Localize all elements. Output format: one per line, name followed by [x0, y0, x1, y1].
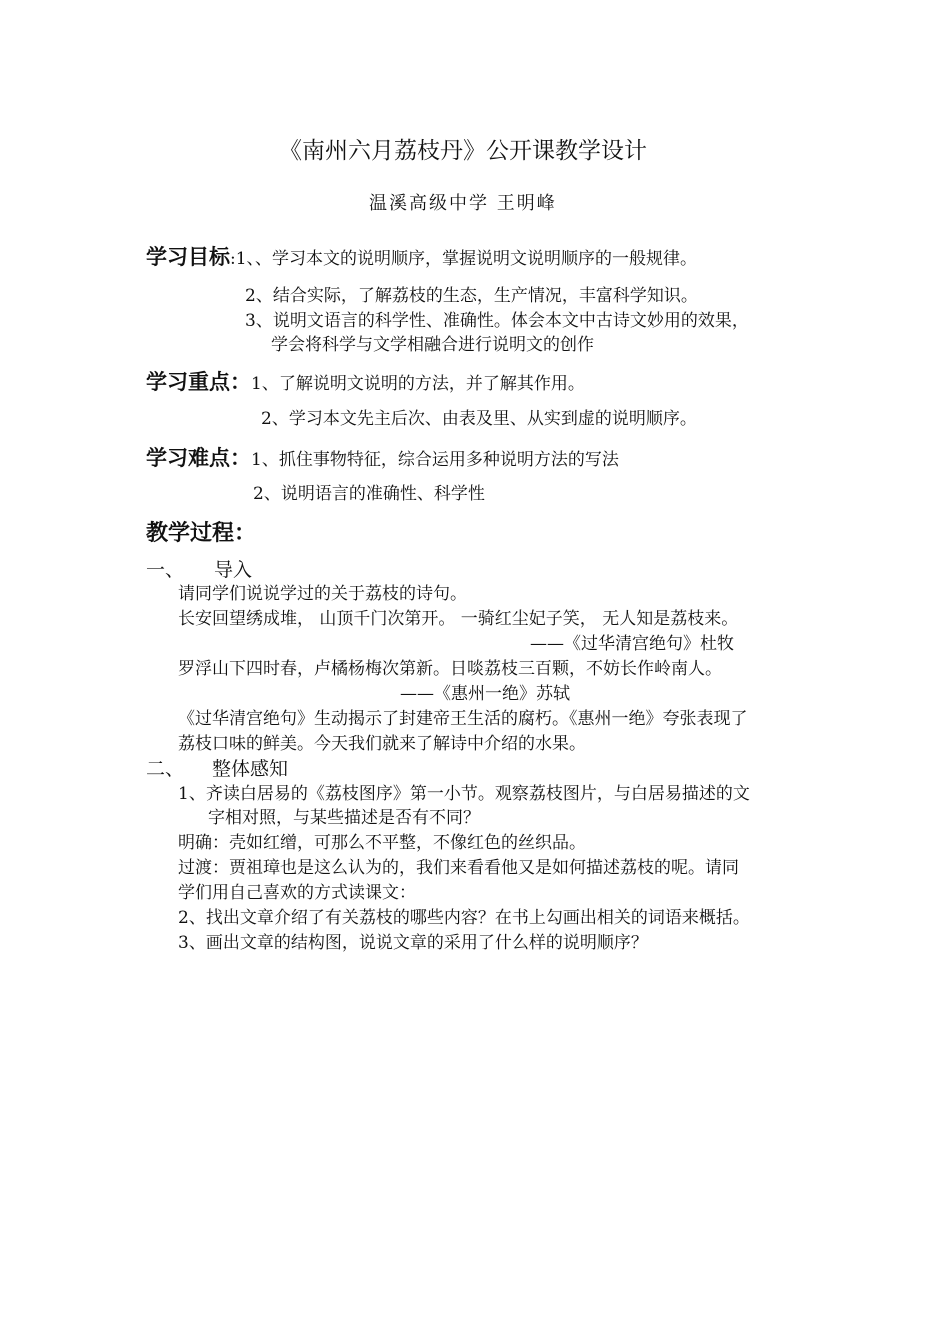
section-2-line-4: 过渡：贾祖璋也是这么认为的，我们来看看他又是如何描述荔枝的呢。请同	[178, 858, 739, 878]
key-point-item-1: 1、了解说明文说明的方法，并了解其作用。	[251, 374, 585, 394]
objectives-line-1	[146, 245, 697, 271]
author-line: 温溪高级中学 王明峰	[369, 193, 557, 214]
section-2-line-5: 学们用自己喜欢的方式读课文：	[178, 883, 416, 903]
difficulty-item-1: 1、抓住事物特征，综合运用多种说明方法的写法	[251, 450, 619, 470]
section-2-line-2: 字相对照，与某些描述是否有不同？	[208, 808, 480, 828]
difficulty-item-2: 2、说明语言的准确性、科学性	[253, 484, 485, 504]
objectives-heading: 学习目标	[146, 245, 230, 269]
difficulties-line-1	[146, 446, 619, 472]
section-2-line-3: 明确：壳如红缯，可那么不平整，不像红色的丝织品。	[178, 833, 586, 853]
section-1-line-7: 荔枝口味的鲜美。今天我们就来了解诗中介绍的水果。	[178, 734, 586, 754]
section-2-line-1: 1、齐读白居易的《荔枝图序》第一小节。观察荔枝图片，与白居易描述的文	[178, 784, 750, 804]
section-1-number: 一、	[146, 559, 185, 581]
difficulties-heading: 学习难点：	[146, 446, 251, 470]
section-2-title: 整体感知	[212, 758, 289, 780]
section-1-line-1: 请同学们说说学过的关于荔枝的诗句。	[178, 584, 467, 604]
process-heading: 教学过程：	[146, 521, 257, 546]
poem-2: 罗浮山下四时春，卢橘杨梅次第新。日啖荔枝三百颗，不妨长作岭南人。	[178, 659, 722, 679]
objective-item-1: 1、、学习本文的说明顺序，掌握说明文说明顺序的一般规律。	[235, 249, 698, 269]
section-2-line-6: 2、找出文章介绍了有关荔枝的哪些内容？在书上勾画出相关的词语来概括。	[178, 908, 750, 928]
objectives-colon: :	[230, 249, 236, 269]
section-1-line-6: 《过华清宫绝句》生动揭示了封建帝王生活的腐朽。《惠州一绝》夸张表现了	[178, 709, 748, 729]
poem-2-attribution: ——《惠州一绝》苏轼	[400, 684, 570, 704]
poem-1: 长安回望绣成堆， 山顶千门次第开。 一骑红尘妃子笑， 无人知是荔枝来。	[178, 609, 739, 629]
objective-item-3: 3、说明文语言的科学性、准确性。体会本文中古诗文妙用的效果，	[245, 311, 749, 331]
key-points-heading: 学习重点：	[146, 370, 251, 394]
objective-item-2: 2、结合实际，了解荔枝的生态，生产情况，丰富科学知识。	[245, 286, 698, 306]
document-title: 《南州六月荔枝丹》公开课教学设计	[279, 138, 647, 164]
section-2-line-7: 3、画出文章的结构图，说说文章的采用了什么样的说明顺序？	[178, 933, 648, 953]
poem-1-attribution: ——《过华清宫绝句》杜牧	[530, 634, 734, 654]
objective-item-3-cont: 学会将科学与文学相融合进行说明文的创作	[271, 335, 594, 355]
key-points-line-1	[146, 370, 585, 396]
key-point-item-2: 2、学习本文先主后次、由表及里、从实到虚的说明顺序。	[261, 409, 697, 429]
section-1-title: 导入	[214, 559, 253, 581]
section-2-number: 二、	[146, 758, 185, 780]
